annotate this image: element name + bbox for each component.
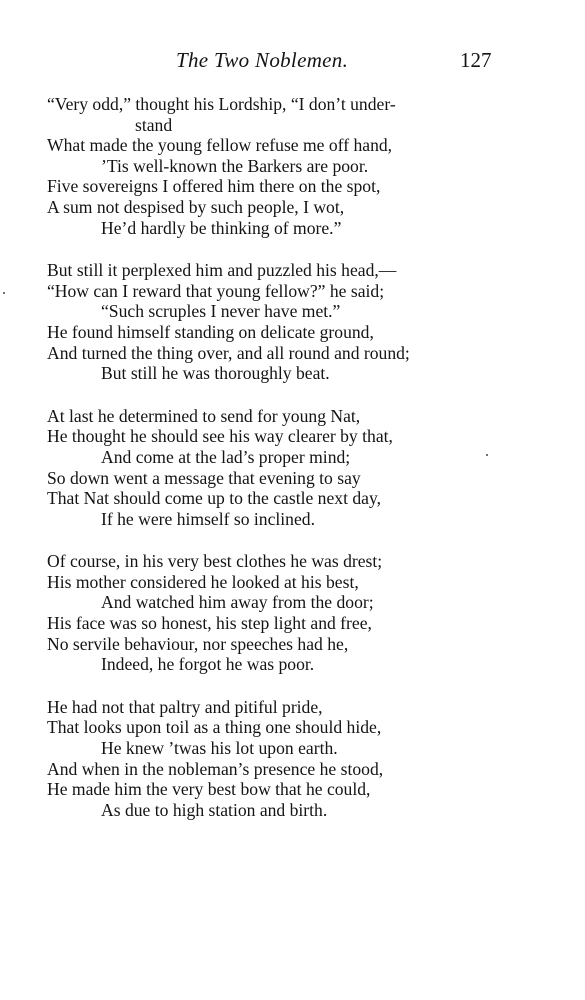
poem-line: stand [135, 114, 173, 135]
poem-line: ’Tis well-known the Barkers are poor. [101, 155, 369, 176]
stanza [0, 406, 585, 530]
poem-line: Indeed, he forgot he was poor. [101, 654, 315, 675]
poem-line: He had not that paltry and pitiful pride, [47, 696, 323, 717]
running-title: The Two Noblemen. [176, 48, 349, 72]
poem-line: That Nat should come up to the castle next day, [47, 488, 382, 509]
poem-line: His mother considered he looked at his best, [47, 571, 359, 592]
poem-line: But still he was thoroughly beat. [101, 363, 330, 384]
poem-line: That looks upon toil as a thing one should hide, [47, 717, 382, 738]
print-speck [486, 454, 488, 456]
poem-body [0, 94, 585, 842]
print-speck [3, 292, 5, 294]
poem-line: As due to high station and birth. [101, 799, 328, 820]
stanza [0, 94, 585, 238]
stanza [0, 697, 585, 821]
poem-line: He made him the very best bow that he could, [47, 779, 371, 800]
poem-line: If he were himself so inclined. [101, 508, 315, 529]
poem-line: A sum not despised by such people, I wot, [47, 196, 345, 217]
poem-line: And watched him away from the door; [101, 592, 374, 613]
poem-line: And come at the lad’s proper mind; [101, 446, 351, 467]
poem-line: And when in the nobleman’s presence he stood, [47, 758, 384, 779]
poem-line: He’d hardly be thinking of more.” [101, 217, 342, 238]
stanza [0, 260, 585, 384]
stanza [0, 551, 585, 675]
page-header [0, 48, 585, 78]
poem-line: So down went a message that evening to say [47, 467, 361, 488]
poem-line: At last he determined to send for young Nat, [47, 405, 361, 426]
poem-line: He knew ’twas his lot upon earth. [101, 738, 338, 759]
page-number: 127 [460, 48, 492, 72]
poem-line: “How can I reward that young fellow?” he said; [47, 280, 385, 301]
poem-line: What made the young fellow refuse me off hand, [47, 135, 393, 156]
poem-line: He found himself standing on delicate ground, [47, 321, 374, 342]
poem-line: “Such scruples I never have met.” [101, 301, 341, 322]
poem-line: His face was so honest, his step light and free, [47, 613, 372, 634]
poem-line: Five sovereigns I offered him there on the spot, [47, 176, 381, 197]
poem-line: He thought he should see his way clearer by that, [47, 426, 393, 447]
poem-line: And turned the thing over, and all round and round; [47, 342, 410, 363]
poem-line: No servile behaviour, nor speeches had he, [47, 633, 349, 654]
poem-line: But still it perplexed him and puzzled his head,— [47, 260, 397, 281]
poem-line: “Very odd,” thought his Lordship, “I don’t under- [47, 94, 396, 114]
poem-line: Of course, in his very best clothes he was drest; [47, 551, 383, 572]
